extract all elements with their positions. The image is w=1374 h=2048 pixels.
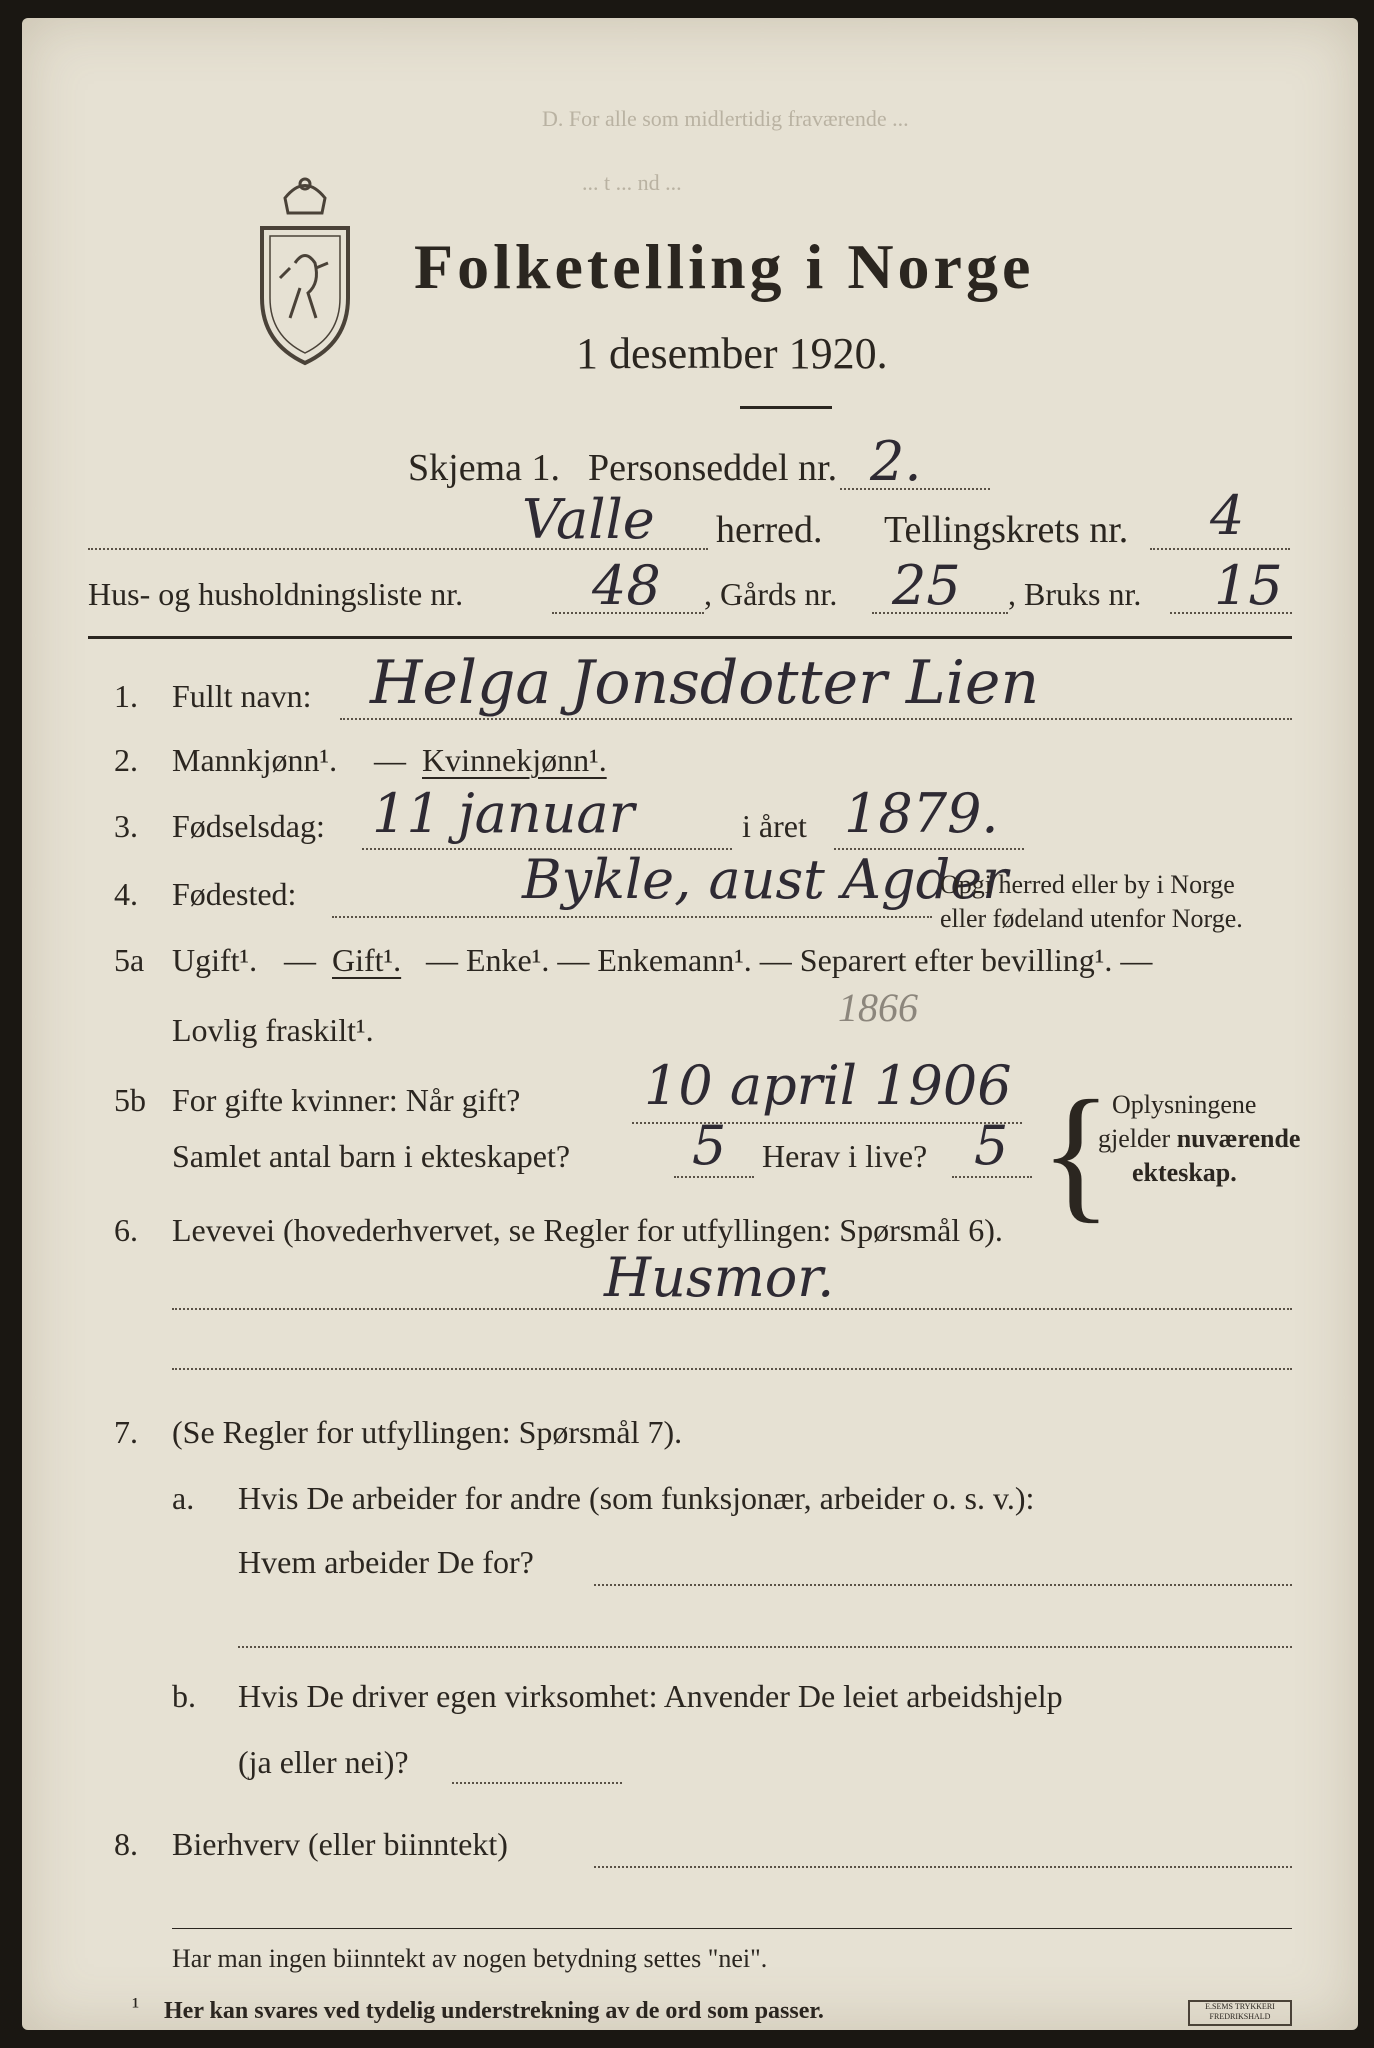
footnote-marker: ¹ — [132, 1994, 140, 2020]
birth-year-value[interactable]: 1879. — [844, 782, 999, 845]
census-form-sheet — [22, 18, 1358, 2030]
bruks-label: , Bruks nr. — [1008, 576, 1142, 612]
q5b-married-line — [632, 1122, 1022, 1124]
q7b-line[interactable] — [452, 1782, 622, 1784]
status-fraskilt-option[interactable]: Lovlig fraskilt¹. — [172, 1012, 374, 1048]
q4-note-1: Opgi herred eller by i Norge — [940, 870, 1235, 899]
hus-label: Hus- og husholdningsliste nr. — [88, 576, 464, 612]
q2-number: 2. — [114, 742, 138, 778]
q4-label: Fødested: — [172, 876, 297, 912]
skjema-label: Skjema 1. — [408, 447, 560, 489]
q8-line[interactable] — [594, 1866, 1292, 1868]
herred-label: herred. — [716, 509, 823, 551]
brace-icon: { — [1040, 1070, 1112, 1236]
personseddel-value[interactable]: 2. — [870, 430, 922, 493]
form-date: 1 desember 1920. — [576, 329, 888, 378]
q7a-line-1[interactable] — [594, 1584, 1292, 1586]
gender-female-option[interactable]: Kvinnekjønn¹. — [422, 742, 607, 778]
gender-male-option[interactable]: Mannkjønn¹. — [172, 742, 338, 778]
status-ugift-option[interactable]: Ugift¹. — [172, 942, 258, 978]
hus-value[interactable]: 48 — [592, 554, 661, 617]
q4-note-2: eller fødeland utenfor Norge. — [940, 904, 1243, 933]
children-living-value[interactable]: 5 — [974, 1114, 1009, 1177]
occupation-value[interactable]: Husmor. — [604, 1246, 835, 1309]
q4-number: 4. — [114, 876, 138, 912]
q8-label: Bierhverv (eller biinntekt) — [172, 1826, 508, 1862]
q5b-side-3: ekteskap. — [1132, 1158, 1237, 1187]
q1-label: Fullt navn: — [172, 678, 312, 714]
q5b-number: 5b — [114, 1082, 146, 1118]
tellingskrets-label: Tellingskrets nr. — [884, 509, 1129, 551]
q5b-side-1: Oplysningene — [1112, 1090, 1257, 1119]
status-other-options[interactable]: — Enke¹. — Enkemann¹. — Separert efter bevilling¹. — — [426, 942, 1153, 978]
q6-line-2 — [172, 1368, 1292, 1370]
q6-number: 6. — [114, 1212, 138, 1248]
full-name-value[interactable]: Helga Jonsdotter Lien — [370, 648, 1040, 718]
personseddel-label: Personseddel nr. — [588, 447, 838, 489]
q7a-line-2[interactable] — [238, 1646, 1292, 1648]
q4-line — [332, 916, 932, 918]
q5a-dash: — — [284, 942, 316, 978]
q7-number: 7. — [114, 1414, 138, 1450]
q7a-question: Hvem arbeider De for? — [238, 1544, 534, 1580]
bruks-value[interactable]: 15 — [1214, 554, 1283, 617]
faint-reverse-text-2: ... t ... nd ... — [582, 170, 682, 195]
q2-dash: — — [374, 742, 406, 778]
header-separator — [88, 636, 1292, 639]
q7a-letter: a. — [172, 1480, 195, 1516]
form-title: Folketelling i Norge — [414, 231, 1035, 302]
q1-number: 1. — [114, 678, 138, 714]
q6-label: Levevei (hovederhvervet, se Regler for utfyllingen: Spørsmål 6). — [172, 1212, 1003, 1248]
footnote-text: Her kan svares ved tydelig understrekning av de ord som passer. — [164, 1998, 824, 2024]
faint-reverse-text-1: D. For alle som midlertidig fraværende ... — [542, 106, 909, 131]
printer-stamp: E.SEMS TRYKKERI FREDRIKSHALD — [1188, 2000, 1292, 2026]
q5a-number: 5a — [114, 942, 145, 978]
q3-number: 3. — [114, 808, 138, 844]
biinntekt-note: Har man ingen biinntekt av nogen betydning settes "nei". — [172, 1944, 768, 1973]
q7-label: (Se Regler for utfyllingen: Spørsmål 7). — [172, 1414, 683, 1450]
notes-separator — [172, 1928, 1292, 1929]
q5b-live-label: Herav i live? — [762, 1138, 928, 1174]
children-total-value[interactable]: 5 — [692, 1114, 727, 1177]
birthplace-value[interactable]: Bykle, aust Agder — [522, 848, 1008, 911]
q7b-text: Hvis De driver egen virksomhet: Anvender De leiet arbeidshjelp — [238, 1678, 1063, 1714]
q5b-side-2: gjelder nuværende — [1098, 1124, 1301, 1153]
gards-value[interactable]: 25 — [892, 554, 961, 617]
pencil-annotation: 1866 — [838, 985, 918, 1030]
title-divider — [740, 406, 832, 409]
birth-date-value[interactable]: 11 januar — [372, 782, 635, 845]
q5b-label: For gifte kvinner: Når gift? — [172, 1082, 521, 1118]
herred-value[interactable]: Valle — [522, 488, 655, 551]
q7a-text: Hvis De arbeider for andre (som funksjonær, arbeider o. s. v.): — [238, 1480, 1035, 1516]
q5b-barn-label: Samlet antal barn i ekteskapet? — [172, 1138, 571, 1174]
q3-label: Fødselsdag: — [172, 808, 325, 844]
q8-number: 8. — [114, 1826, 138, 1862]
q7b-letter: b. — [172, 1678, 196, 1714]
gards-label: , Gårds nr. — [704, 576, 838, 612]
q1-line — [340, 718, 1292, 720]
status-gift-option[interactable]: Gift¹. — [332, 942, 402, 978]
tellingskrets-value[interactable]: 4 — [1210, 484, 1245, 547]
norway-coat-of-arms-icon — [250, 168, 360, 373]
marriage-date-value[interactable]: 10 april 1906 — [644, 1054, 1012, 1117]
tellingskrets-line — [1150, 548, 1290, 550]
q3-year-label: i året — [742, 808, 807, 844]
q7b-question: (ja eller nei)? — [238, 1744, 409, 1780]
